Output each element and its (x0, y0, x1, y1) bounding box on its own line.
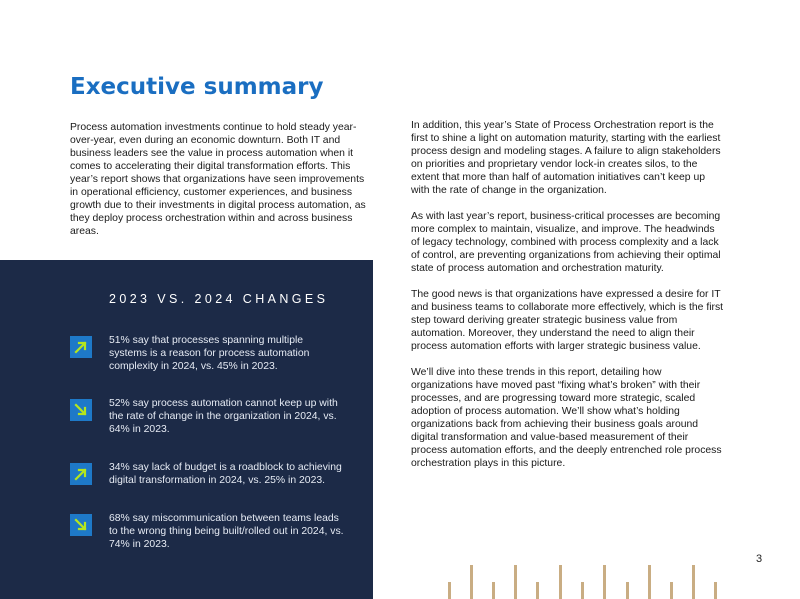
change-item-text: 51% say that processes spanning multiple systems is a reason for process automation complexity in 2024, vs. 45% in 2023. (109, 335, 310, 372)
arrow-up-right-icon (70, 463, 92, 485)
changes-heading: 2023 VS. 2024 CHANGES (109, 292, 329, 306)
change-item-text: 34% say lack of budget is a roadblock to achieving digital transformation in 2024, vs. 25% in 2023. (109, 462, 342, 486)
decorative-bars (446, 560, 726, 599)
changes-panel (0, 260, 373, 599)
right-column (411, 119, 726, 483)
decorative-bar (492, 582, 495, 599)
body-paragraph-4: We’ll dive into these trends in this report, detailing how organizations have moved past “fixing what’s broken” with their processes, and are progressing toward more strategic, scaled adoption of process automation. We’ll show what’s holding organizations back from achieving their business goals around digital transformation and value-based measurement of their process automation efforts, and the deeply entrenched role process orchestration plays in this picture. (411, 367, 722, 469)
arrow-up-right-icon (70, 336, 92, 358)
decorative-bar (626, 582, 629, 599)
decorative-bar (692, 565, 695, 599)
change-item-text: 68% say miscommunication between teams leads to the wrong thing being built/rolled out in 2024, vs. 74% in 2023. (109, 513, 344, 550)
arrow-down-right-icon (70, 399, 92, 421)
decorative-bar (470, 565, 473, 599)
decorative-bar (514, 565, 517, 599)
decorative-bar (648, 565, 651, 599)
decorative-bar (581, 582, 584, 599)
body-paragraph-3: The good news is that organizations have expressed a desire for IT and business teams to collaborate more effectively, which is the first step toward deriving greater strategic business value from automation. Moreover, they understand the need to align their process automation efforts with larger strategic business value. (411, 289, 724, 352)
change-item-text: 52% say process automation cannot keep up with the rate of change in the organization in 2024, vs. 64% in 2023. (109, 398, 338, 435)
decorative-bar (670, 582, 673, 599)
decorative-bar (448, 582, 451, 599)
decorative-bar (559, 565, 562, 599)
page-title: Executive summary (70, 74, 324, 100)
arrow-down-right-icon (70, 514, 92, 536)
body-paragraph-2: As with last year’s report, business-critical processes are becoming more complex to maintain, visualize, and improve. The headwinds of legacy technology, combined with process complexity and a lack of control, are preventing organizations from achieving their optimal state of process automation and orchestration maturity. (411, 211, 721, 274)
intro-paragraph: Process automation investments continue to hold steady year-over-year, even during an economic downturn. Both IT and business leaders see the value in process automation when it comes to accelerating their digital transformation efforts. This year’s report shows that organizations have seen improvements in operational efficiency, customer experiences, and business growth due to their investments in digital process automation, as they deploy process orchestration within and across business areas. (70, 122, 366, 237)
decorative-bar (603, 565, 606, 599)
page-number: 3 (756, 553, 763, 565)
decorative-bar (536, 582, 539, 599)
body-paragraph-1: In addition, this year’s State of Process Orchestration report is the first to shine a light on automation maturity, starting with the earliest process design and modeling stages. A failure to align stakeholders on priorities and proprietary vendor lock-in creates silos, to the extent that more than half of automation initiatives can’t keep up with the rate of change in the organization. (411, 120, 721, 196)
decorative-bar (714, 582, 717, 599)
